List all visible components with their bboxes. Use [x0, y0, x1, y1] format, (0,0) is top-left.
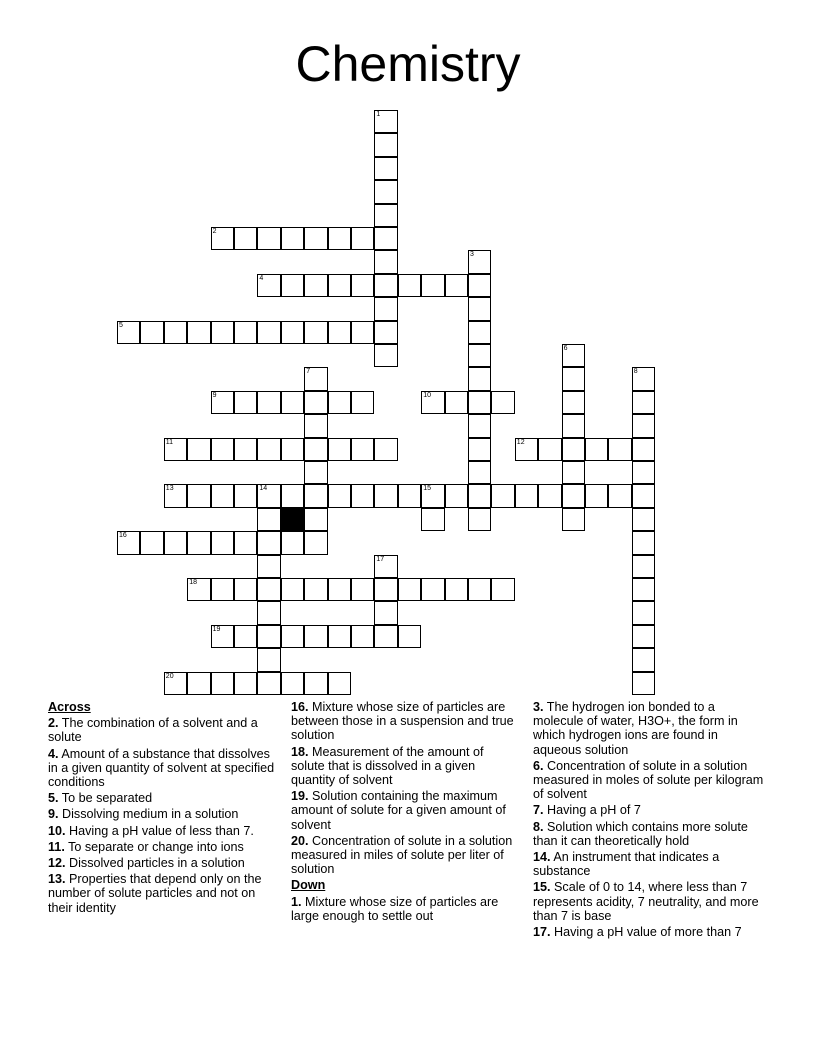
grid-cell[interactable] — [281, 391, 304, 414]
clue-number: 12 — [516, 438, 525, 446]
grid-cell[interactable] — [445, 484, 468, 507]
grid-cell[interactable] — [374, 250, 397, 273]
clue-text: Mixture whose size of particles are large enough to settle out — [291, 894, 499, 923]
grid-cell[interactable] — [281, 531, 304, 554]
grid-cell[interactable] — [211, 391, 234, 414]
grid-cell[interactable] — [585, 484, 608, 507]
across-clue — [291, 745, 519, 788]
across-clue — [48, 807, 276, 821]
clue-num: 4. — [48, 746, 59, 761]
clue-number: 4 — [259, 274, 264, 282]
black-cell — [281, 508, 304, 531]
grid-cell[interactable] — [211, 321, 234, 344]
grid-cell[interactable] — [374, 484, 397, 507]
grid-cell[interactable] — [328, 578, 351, 601]
grid-cell[interactable] — [398, 484, 421, 507]
grid-cell[interactable] — [211, 531, 234, 554]
grid-cell[interactable] — [211, 672, 234, 695]
grid-cell[interactable] — [468, 344, 491, 367]
grid-cell[interactable] — [257, 531, 280, 554]
clue-text: Having a pH value of less than 7. — [65, 823, 254, 838]
down-clue-list — [291, 895, 519, 923]
across-clue — [48, 840, 276, 854]
grid-cell[interactable] — [304, 578, 327, 601]
grid-cell[interactable] — [445, 578, 468, 601]
grid-cell[interactable] — [398, 578, 421, 601]
grid-cell[interactable] — [491, 578, 514, 601]
clue-num: 12. — [48, 856, 66, 871]
grid-cell[interactable] — [374, 297, 397, 320]
grid-cell[interactable] — [328, 227, 351, 250]
grid-cell[interactable] — [374, 601, 397, 624]
clue-text: The hydrogen ion bonded to a molecule of water, H3O+, the form in which hydrogen ions are found in aqueous solution — [533, 700, 738, 757]
grid-cell[interactable] — [351, 578, 374, 601]
grid-cell[interactable] — [398, 625, 421, 648]
grid-cell[interactable] — [538, 484, 561, 507]
clue-num: 5. — [48, 791, 59, 806]
grid-cell[interactable] — [468, 391, 491, 414]
grid-cell[interactable] — [281, 625, 304, 648]
down-clue — [533, 820, 765, 848]
clue-num: 7. — [533, 803, 544, 818]
grid-cell[interactable] — [445, 391, 468, 414]
grid-cell[interactable] — [187, 484, 210, 507]
grid-cell[interactable] — [632, 438, 655, 461]
clues-column-1 — [48, 700, 276, 917]
grid-cell[interactable] — [117, 531, 140, 554]
clue-text: Dissolving medium in a solution — [58, 807, 239, 822]
grid-cell[interactable] — [304, 321, 327, 344]
clue-text: Having a pH of 7 — [543, 803, 641, 818]
grid-cell[interactable] — [328, 274, 351, 297]
grid-cell[interactable] — [562, 438, 585, 461]
grid-cell[interactable] — [538, 438, 561, 461]
grid-cell[interactable] — [164, 484, 187, 507]
grid-cell[interactable] — [304, 672, 327, 695]
grid-cell[interactable] — [164, 672, 187, 695]
grid-cell[interactable] — [374, 180, 397, 203]
grid-cell[interactable] — [351, 391, 374, 414]
grid-cell[interactable] — [632, 672, 655, 695]
clue-number: 17 — [376, 555, 385, 563]
grid-cell[interactable] — [468, 438, 491, 461]
grid-cell[interactable] — [585, 438, 608, 461]
grid-cell[interactable] — [421, 274, 444, 297]
grid-cell[interactable] — [491, 484, 514, 507]
grid-cell[interactable] — [351, 321, 374, 344]
across-clue — [48, 856, 276, 870]
grid-cell[interactable] — [374, 578, 397, 601]
grid-cell[interactable] — [632, 601, 655, 624]
across-clue-list — [48, 716, 276, 915]
grid-cell[interactable] — [468, 297, 491, 320]
grid-cell[interactable] — [632, 531, 655, 554]
grid-cell[interactable] — [187, 578, 210, 601]
grid-cell[interactable] — [445, 274, 468, 297]
grid-cell[interactable] — [234, 625, 257, 648]
clue-number: 7 — [306, 368, 311, 376]
grid-cell[interactable] — [632, 508, 655, 531]
grid-cell[interactable] — [515, 438, 538, 461]
grid-cell[interactable] — [468, 321, 491, 344]
clue-num: 2. — [48, 716, 59, 731]
grid-cell[interactable] — [608, 484, 631, 507]
grid-cell[interactable] — [281, 438, 304, 461]
grid-cell[interactable] — [374, 625, 397, 648]
clue-text: Solution which contains more solute than it can theoretically hold — [533, 819, 748, 848]
grid-cell[interactable] — [632, 414, 655, 437]
grid-cell[interactable] — [328, 484, 351, 507]
grid-cell[interactable] — [374, 438, 397, 461]
grid-cell[interactable] — [632, 625, 655, 648]
grid-cell[interactable] — [398, 274, 421, 297]
clue-number: 10 — [423, 391, 431, 399]
clue-text: The combination of a solvent and a solute — [48, 716, 258, 745]
grid-cell[interactable] — [304, 274, 327, 297]
across-clue — [291, 789, 519, 832]
grid-cell[interactable] — [234, 484, 257, 507]
grid-cell[interactable] — [562, 508, 585, 531]
clue-number: 14 — [259, 485, 268, 493]
grid-cell[interactable] — [351, 438, 374, 461]
clue-num: 16. — [291, 700, 309, 714]
grid-cell[interactable] — [304, 625, 327, 648]
grid-cell[interactable] — [374, 157, 397, 180]
grid-cell[interactable] — [328, 438, 351, 461]
grid-cell[interactable] — [187, 672, 210, 695]
grid-cell[interactable] — [374, 555, 397, 578]
clue-number: 16 — [119, 532, 127, 540]
grid-cell[interactable] — [608, 438, 631, 461]
grid-cell[interactable] — [632, 484, 655, 507]
grid-cell[interactable] — [234, 578, 257, 601]
clue-text: Solution containing the maximum amount of solute for a given amount of solvent — [291, 789, 506, 832]
grid-cell[interactable] — [281, 484, 304, 507]
grid-cell[interactable] — [468, 484, 491, 507]
clue-text: Amount of a substance that dissolves in a given quantity of solvent at specified conditions — [48, 746, 275, 790]
clue-num: 15. — [533, 880, 551, 895]
clue-num: 3. — [533, 700, 544, 714]
grid-cell[interactable] — [351, 227, 374, 250]
grid-cell[interactable] — [468, 578, 491, 601]
clue-num: 6. — [533, 758, 544, 773]
grid-cell[interactable] — [211, 438, 234, 461]
grid-cell[interactable] — [234, 531, 257, 554]
across-clue — [48, 716, 276, 744]
clue-text: To separate or change into ions — [64, 839, 244, 854]
clue-number: 20 — [165, 672, 174, 680]
grid-cell[interactable] — [140, 531, 163, 554]
grid-cell[interactable] — [468, 367, 491, 390]
across-heading: Across — [48, 700, 91, 714]
grid-cell[interactable] — [562, 344, 585, 367]
grid-cell[interactable] — [304, 508, 327, 531]
clue-text: An instrument that indicates a substance — [533, 850, 720, 879]
clue-text: Concentration of solute in a solution measured in miles of solute per liter of solution — [291, 833, 513, 877]
grid-cell[interactable] — [304, 484, 327, 507]
clue-num: 18. — [291, 744, 309, 759]
grid-cell[interactable] — [257, 625, 280, 648]
down-clue — [533, 759, 765, 802]
grid-cell[interactable] — [468, 508, 491, 531]
clue-number: 5 — [119, 321, 123, 329]
grid-cell[interactable] — [491, 391, 514, 414]
grid-cell[interactable] — [562, 484, 585, 507]
grid-cell[interactable] — [632, 391, 655, 414]
clue-number: 8 — [633, 368, 638, 376]
grid-cell[interactable] — [374, 110, 397, 133]
grid-cell[interactable] — [234, 672, 257, 695]
across-clue — [48, 824, 276, 838]
down-clue — [533, 803, 765, 817]
clue-num: 1. — [291, 894, 302, 909]
grid-cell[interactable] — [351, 484, 374, 507]
grid-cell[interactable] — [374, 133, 397, 156]
grid-cell[interactable] — [164, 321, 187, 344]
clue-num: 19. — [291, 789, 309, 804]
grid-cell[interactable] — [515, 484, 538, 507]
clue-num: 10. — [48, 823, 66, 838]
grid-cell[interactable] — [421, 391, 444, 414]
across-clue — [48, 747, 276, 790]
grid-cell[interactable] — [140, 321, 163, 344]
across-clue — [291, 700, 519, 743]
clue-number: 6 — [563, 345, 568, 352]
grid-cell[interactable] — [164, 531, 187, 554]
grid-cell[interactable] — [234, 321, 257, 344]
down-clue — [291, 895, 519, 923]
grid-cell[interactable] — [562, 461, 585, 484]
clue-number: 9 — [212, 391, 217, 399]
grid-cell[interactable] — [257, 321, 280, 344]
grid-cell[interactable] — [328, 625, 351, 648]
grid-cell[interactable] — [187, 438, 210, 461]
grid-cell[interactable] — [304, 461, 327, 484]
grid-cell[interactable] — [351, 274, 374, 297]
grid-cell[interactable] — [374, 227, 397, 250]
grid-cell[interactable] — [374, 204, 397, 227]
grid-cell[interactable] — [421, 578, 444, 601]
grid-cell[interactable] — [257, 274, 280, 297]
across-clue — [48, 872, 276, 915]
clue-number: 15 — [423, 485, 431, 493]
grid-cell[interactable] — [257, 601, 280, 624]
grid-cell[interactable] — [257, 391, 280, 414]
down-clue-list-continued — [533, 700, 765, 939]
clue-number: 11 — [165, 438, 174, 446]
page-title: Chemistry — [295, 36, 521, 92]
grid-cell[interactable] — [281, 227, 304, 250]
grid-cell[interactable] — [374, 321, 397, 344]
grid-cell[interactable] — [281, 672, 304, 695]
grid-cell[interactable] — [562, 391, 585, 414]
grid-cell[interactable] — [304, 227, 327, 250]
clue-number: 3 — [470, 251, 474, 259]
clue-num: 17. — [533, 925, 551, 940]
grid-cell[interactable] — [468, 274, 491, 297]
grid-cell[interactable] — [632, 555, 655, 578]
grid-cell[interactable] — [351, 625, 374, 648]
across-clue-list-continued — [291, 700, 519, 876]
grid-cell[interactable] — [257, 578, 280, 601]
clue-num: 11. — [48, 839, 65, 854]
grid-cell[interactable] — [281, 578, 304, 601]
down-clue — [533, 880, 765, 923]
grid-cell[interactable] — [211, 625, 234, 648]
clue-text: Having a pH value of more than 7 — [550, 925, 742, 940]
grid-cell[interactable] — [187, 531, 210, 554]
grid-cell[interactable] — [304, 438, 327, 461]
clue-text: To be separated — [58, 791, 153, 806]
grid-cell[interactable] — [281, 321, 304, 344]
clue-text: Measurement of the amount of solute that is dissolved in a given quantity of solvent — [291, 744, 484, 788]
clue-num: 8. — [533, 819, 544, 834]
clue-text: Dissolved particles in a solution — [65, 856, 245, 871]
grid-cell[interactable] — [304, 531, 327, 554]
grid-cell[interactable] — [257, 672, 280, 695]
down-clue — [533, 925, 765, 939]
grid-cell[interactable] — [187, 321, 210, 344]
clue-num: 20. — [291, 833, 309, 848]
grid-cell[interactable] — [632, 461, 655, 484]
grid-cell[interactable] — [374, 274, 397, 297]
grid-cell[interactable] — [374, 344, 397, 367]
grid-cell[interactable] — [257, 438, 280, 461]
grid-cell[interactable] — [234, 391, 257, 414]
across-clue — [291, 834, 519, 877]
across-clue — [48, 791, 276, 805]
clue-num: 14. — [533, 850, 551, 865]
clue-num: 9. — [48, 807, 59, 822]
grid-cell[interactable] — [421, 484, 444, 507]
grid-cell[interactable] — [234, 438, 257, 461]
grid-cell[interactable] — [562, 414, 585, 437]
down-clue — [533, 850, 765, 878]
grid-cell[interactable] — [304, 414, 327, 437]
grid-cell[interactable] — [257, 227, 280, 250]
clue-text: Properties that depend only on the number of solute particles and not on their identity — [48, 872, 262, 915]
grid-cell[interactable] — [234, 227, 257, 250]
grid-cell[interactable] — [211, 578, 234, 601]
grid-cell[interactable] — [281, 274, 304, 297]
clue-number: 1 — [376, 111, 381, 118]
clue-number: 18 — [189, 579, 197, 586]
grid-cell[interactable] — [468, 461, 491, 484]
grid-cell[interactable] — [632, 648, 655, 671]
down-clue — [533, 700, 765, 757]
grid-cell[interactable] — [257, 648, 280, 671]
grid-cell[interactable] — [562, 367, 585, 390]
grid-cell[interactable] — [632, 367, 655, 390]
grid-cell[interactable] — [304, 367, 327, 390]
grid-cell[interactable] — [328, 672, 351, 695]
grid-cell[interactable] — [468, 250, 491, 273]
grid-cell[interactable] — [211, 227, 234, 250]
clue-text: Mixture whose size of particles are between those in a suspension and true solution — [291, 700, 514, 743]
grid-cell[interactable] — [117, 321, 140, 344]
clue-number: 2 — [212, 228, 217, 235]
grid-cell[interactable] — [328, 321, 351, 344]
clue-number: 19 — [212, 625, 221, 633]
clue-text: Scale of 0 to 14, where less than 7 represents acidity, 7 neutrality, and more than 7 is base — [533, 880, 759, 923]
clue-number: 13 — [165, 485, 174, 493]
grid-cell[interactable] — [257, 484, 280, 507]
grid-cell[interactable] — [328, 391, 351, 414]
grid-cell[interactable] — [421, 508, 444, 531]
clue-text: Concentration of solute in a solution measured in moles of solute per kilogram of solvent — [533, 758, 764, 802]
grid-cell[interactable] — [468, 414, 491, 437]
down-heading: Down — [291, 878, 326, 893]
grid-cell[interactable] — [304, 391, 327, 414]
grid-cell[interactable] — [257, 555, 280, 578]
grid-cell[interactable] — [211, 484, 234, 507]
grid-cell[interactable] — [257, 508, 280, 531]
clues-column-3 — [533, 700, 765, 941]
clues-column-2 — [291, 700, 519, 925]
grid-cell[interactable] — [164, 438, 187, 461]
grid-cell[interactable] — [632, 578, 655, 601]
clue-num: 13. — [48, 872, 66, 887]
